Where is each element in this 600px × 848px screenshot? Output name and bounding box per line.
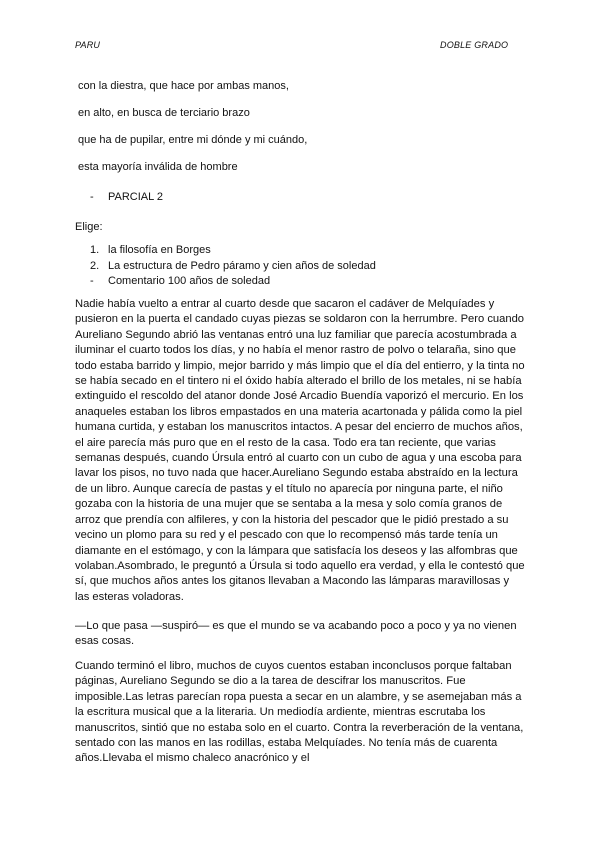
parcial-label: PARCIAL 2 [108,191,164,203]
verse-line: que ha de pupilar, entre mi dónde y mi cuándo, [78,134,308,146]
body-paragraph: Nadie había vuelto a entrar al cuarto desde que sacaron el cadáver de Melquíades y pusieron en la puerta el candado cuyas piezas se soldaron con la herrumbre. Pero cuando Aureliano Segundo abrió las ventanas entró una luz familiar que parecía acostumbrada a iluminar el cuarto todos los días, y no había el menor rastro de polvo o telaraña, sino que todo estaba barrido y limpio, mejor barrido y más limpio que el día del entierro, y la tinta no se había secado en el tintero ni el óxido había alterado el brillo de los metales, ni se había extinguido el rescoldo del atanor donde José Arcadio Buendía vaporizó el mercurio. En los anaqueles estaban los libros empastados en una materia acartonada y pálida como la piel humana curtida, y estaban los manuscritos intactos. A pesar del encierro de muchos años, el aire parecía más puro que en el resto de la casa. Todo era tan reciente, que varias semanas después, cuando Úrsula entró al cuarto con un cubo de agua y una escoba para lavar los pisos, no tuvo nada que hacer.Aureliano Segundo estaba abstraído en la lectura de un libro. Aunque carecía de pastas y el título no aparecía por ninguna parte, el niño gozaba con la historia de una mujer que se sentaba a la mesa y solo comía granos de arroz que prendía con alfileres, y con la historia del pescador que le pidió prestado a su vecino un plomo para su red y el pescado con que lo recompensó más tarde tenía un diamante en el estómago, y con la lámpara que satisfacía los deseos y las alfombras que volaban.Asombrado, le preguntó a Úrsula si todo aquello era verdad, y ella le contestó que sí, que muchos años antes los gitanos llevaban a Macondo las lámparas maravillosas y las esteras voladoras. [75,298,525,603]
header-right: DOBLE GRADO [440,40,509,50]
body-paragraph: —Lo que pasa —suspiró— es que el mundo se va acabando poco a poco y ya no vienen esas cosas. [75,620,517,648]
list-marker: - [90,275,94,287]
list-bullet: - [90,191,94,203]
list-item [90,274,376,290]
body-paragraph: Cuando terminó el libro, muchos de cuyos cuentos estaban inconclusos porque faltaban páginas, Aureliano Segundo se dio a la tarea de descifrar los manuscritos. Fue imposible.Las letras parecían ropa puesta a secar en un alambre, y se asemejaban más a la escritura musical que a la literaria. Un mediodía ardiente, mientras escrutaba los manuscritos, sintió que no estaba solo en el cuarto. Contra la reverberación de la ventana, sentado con las manos en las rodillas, estaba Melquíades. No tenía más de cuarenta años.Llevaba el mismo chaleco anacrónico y el [75,660,524,765]
header-left: PARU [75,40,101,50]
verse-line: esta mayoría inválida de hombre [78,161,238,173]
list-item [90,259,376,275]
verse-line: en alto, en busca de terciario brazo [78,107,250,119]
list-item-text: La estructura de Pedro páramo y cien años de soledad [108,259,376,272]
list-marker: 1. [90,244,100,256]
options-list [90,243,376,290]
verse-line: con la diestra, que hace por ambas manos, [78,80,289,92]
list-item [90,243,376,259]
list-item-text: la filosofía en Borges [108,244,211,256]
list-marker: 2. [90,259,100,272]
list-item-text: Comentario 100 años de soledad [108,275,271,287]
elige-label: Elige: [75,221,103,233]
parcial-heading [90,190,163,204]
